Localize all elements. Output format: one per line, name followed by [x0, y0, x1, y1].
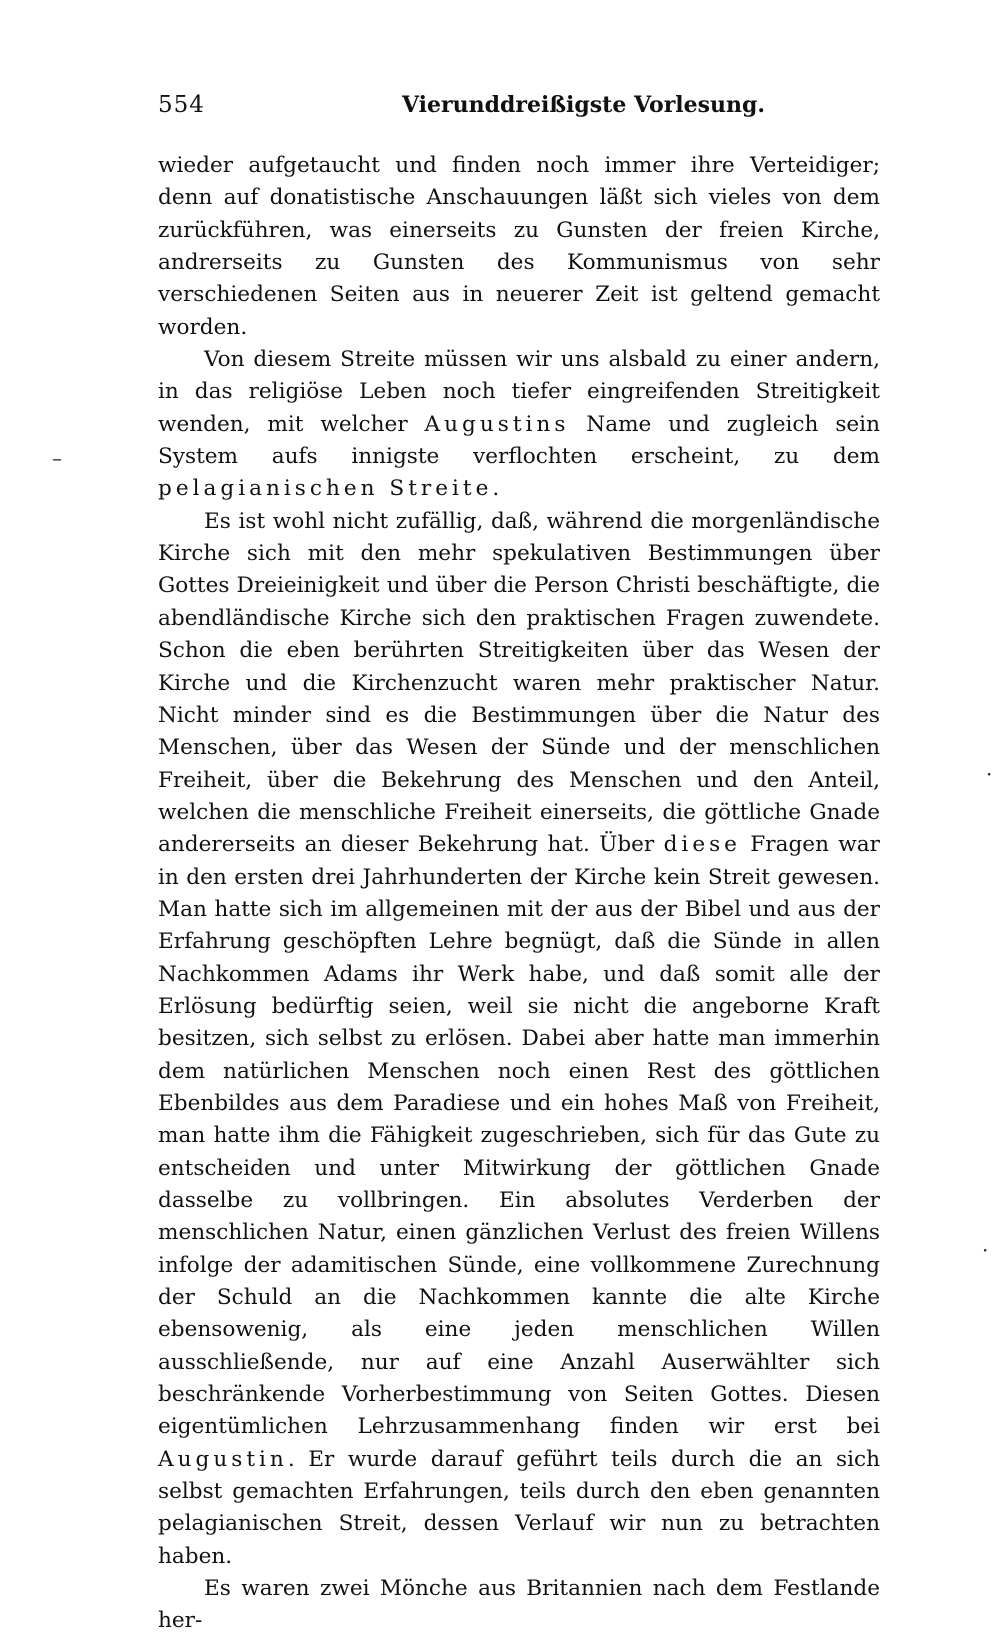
paragraph-text: Fragen war in den ersten drei Jahrhunderten der Kirche kein Streit gewesen. Man hatte sich im allgemeinen mit der aus der Bibel und aus der Erfahrung geschöpften Lehre begnügt, daß die Sünde in allen Nachkommen Adams ihr Werk habe, und daß somit alle der Erlösung bedürftig seien, weil sie nicht die angeborne Kraft besitzen, sich selbst zu erlösen. Dabei aber hatte man immerhin dem natürlichen Menschen noch einen Rest des göttlichen Ebenbildes aus dem Paradiese und ein hohes Maß von Freiheit, man hatte ihm die Fähigkeit zugeschrieben, sich für das Gute zu entscheiden und unter Mitwirkung der göttlichen Gnade dasselbe zu vollbringen. Ein absolutes Verderben der menschlichen Natur, einen gänzlichen Verlust des freien Willens infolge der adamitischen Sünde, eine vollkommene Zurechnung der Schuld an die Nachkommen kannte die alte Kirche ebensowenig, als eine jeden menschlichen Willen ausschließende, nur auf eine Anzahl Auserwählter sich beschränkende Vorherbestimmung von Seiten Gottes. Diesen eigentümlichen Lehrzusammenhang finden wir erst bei [158, 832, 880, 1440]
paragraph-text: . Er wurde darauf geführt teils durch die an sich selbst gemachten Erfahrungen, teils durch den eben genannten pelagianischen Streit, dessen Verlauf wir nun zu betrachten haben. [158, 1446, 880, 1569]
paragraph-text: . [492, 476, 500, 502]
emphasized-name: Augustin [158, 1446, 288, 1472]
body-text [158, 150, 880, 1638]
paragraph [158, 344, 880, 506]
emphasized-word: diese [663, 832, 741, 858]
page-header [158, 92, 880, 126]
running-head: Vierunddreißigste Vorlesung. [402, 92, 766, 118]
paragraph [158, 150, 880, 344]
paragraph-text: Es ist wohl nicht zufällig, daß, während die morgenländische Kirche sich mit den mehr spekulativen Bestimmungen über Gottes Dreieinigkeit und über die Person Christi beschäftigte, die abendländische Kirche sich den praktischen Fragen zuwendete. Schon die eben berührten Streitigkeiten über das Wesen der Kirche und die Kirchenzucht waren mehr praktischer Natur. Nicht minder sind es die Bestimmungen über die Natur des Menschen, über das Wesen der Sünde und der menschlichen Freiheit, über die Bekehrung des Menschen und den Anteil, welchen die menschliche Freiheit einerseits, die göttliche Gnade andererseits an dieser Bekehrung hat. Über [158, 508, 880, 858]
emphasized-term: pelagianischen Streite [158, 476, 493, 502]
margin-speck-mark: · [982, 1238, 989, 1262]
margin-dash-mark: – [52, 446, 62, 470]
emphasized-name: Augustins [424, 411, 570, 437]
paragraph-text: Name und zugleich sein System aufs innigste verflochten erscheint, zu dem [158, 411, 880, 470]
paragraph [158, 1573, 880, 1638]
paragraph [158, 506, 880, 1573]
paragraph-text: Es waren zwei Mönche aus Britannien nach dem Festlande her- [158, 1576, 880, 1634]
paragraph-text: wieder aufgetaucht und finden noch immer ihre Verteidiger; denn auf donatistische Anschauungen läßt sich vieles von dem zurückführen, was einerseits zu Gunsten der freien Kirche, andrerseits zu Gunsten des Kommunismus von sehr verschiedenen Seiten aus in neuerer Zeit ist geltend gemacht worden. [158, 153, 880, 340]
page-number: 554 [158, 92, 205, 118]
paragraph-text: Von diesem Streite müssen wir uns alsbald zu einer andern, in das religiöse Leben noch tiefer eingreifenden Streitigkeit wenden, mit welcher [158, 347, 880, 437]
margin-speck-mark: · [986, 762, 993, 786]
